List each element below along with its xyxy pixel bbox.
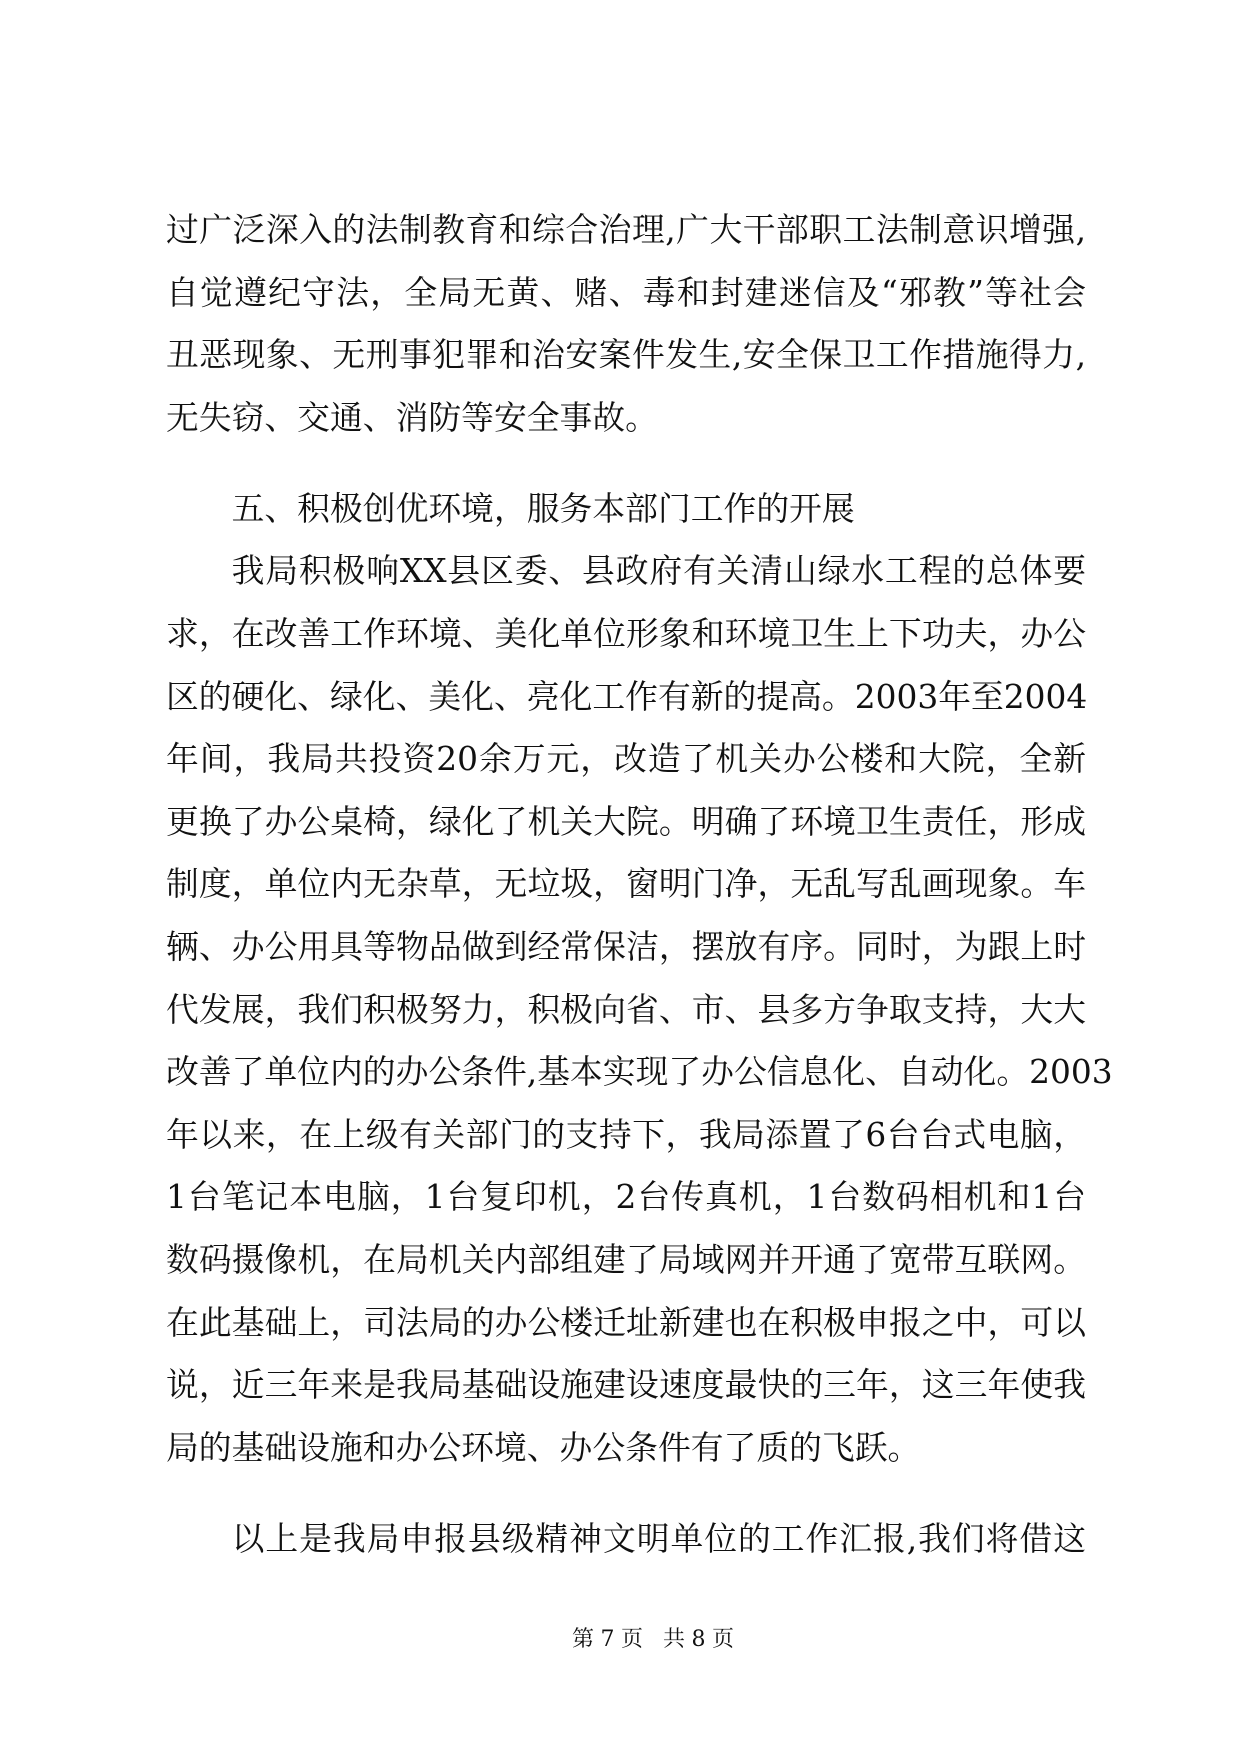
text-line: 以上是我局申报县级精神文明单位的工作汇报,我们将借这 — [231, 1519, 1086, 1558]
text-line: 年间，我局共投资20余万元，改造了机关办公楼和大院，全新 — [166, 740, 1086, 779]
text-line: 区的硬化、绿化、美化、亮化工作有新的提高。2003年至2004 — [166, 677, 1088, 716]
section-heading-text: 五、积极创优环境，服务本部门工作的开展 — [231, 489, 855, 528]
section-heading — [166, 478, 1086, 541]
text-line: 求，在改善工作环境、美化单位形象和环境卫生上下功夫，办公 — [166, 615, 1086, 654]
text-line: 过广泛深入的法制教育和综合治理,广大干部职工法制意识增强, — [166, 211, 1086, 249]
text-line: 我局积极响XX县区委、县政府有关清山绿水工程的总体要 — [231, 552, 1086, 591]
document-body — [166, 199, 1113, 1570]
page-number-label: 第7页 共8页 — [572, 1627, 734, 1652]
text-line: 制度，单位内无杂草，无垃圾，窗明门净，无乱写乱画现象。车 — [166, 865, 1086, 904]
text-line: 丑恶现象、无刑事犯罪和治安案件发生,安全保卫工作措施得力, — [166, 336, 1086, 375]
text-line: 说，近三年来是我局基础设施建设速度最快的三年，这三年使我 — [166, 1366, 1086, 1405]
text-line: 代发展，我们积极努力，积极向省、市、县多方争取支持，大大 — [166, 990, 1086, 1029]
text-line: 改善了单位内的办公条件,基本实现了办公信息化、自动化。2003 — [166, 1053, 1113, 1092]
text-line: 自觉遵纪守法，全局无黄、赌、毒和封建迷信及“邪教”等社会 — [166, 273, 1086, 312]
paragraph — [166, 540, 1113, 1479]
text-line: 局的基础设施和办公环境、办公条件有了质的飞跃。 — [166, 1428, 921, 1467]
paragraph — [166, 1508, 1086, 1571]
page-footer — [572, 1625, 734, 1655]
text-line: 1台笔记本电脑，1台复印机，2台传真机，1台数码相机和1台 — [166, 1178, 1086, 1217]
text-line: 在此基础上，司法局的办公楼迁址新建也在积极申报之中，可以 — [166, 1303, 1086, 1342]
text-line: 更换了办公桌椅，绿化了机关大院。明确了环境卫生责任，形成 — [166, 802, 1086, 841]
text-line: 无失窃、交通、消防等安全事故。 — [166, 398, 658, 437]
text-line: 数码摄像机，在局机关内部组建了局域网并开通了宽带互联网。 — [166, 1241, 1086, 1279]
text-line: 年以来，在上级有关部门的支持下，我局添置了6台台式电脑， — [166, 1115, 1086, 1154]
text-line: 辆、办公用具等物品做到经常保洁，摆放有序。同时，为跟上时 — [166, 928, 1086, 967]
paragraph-continued — [166, 199, 1086, 449]
